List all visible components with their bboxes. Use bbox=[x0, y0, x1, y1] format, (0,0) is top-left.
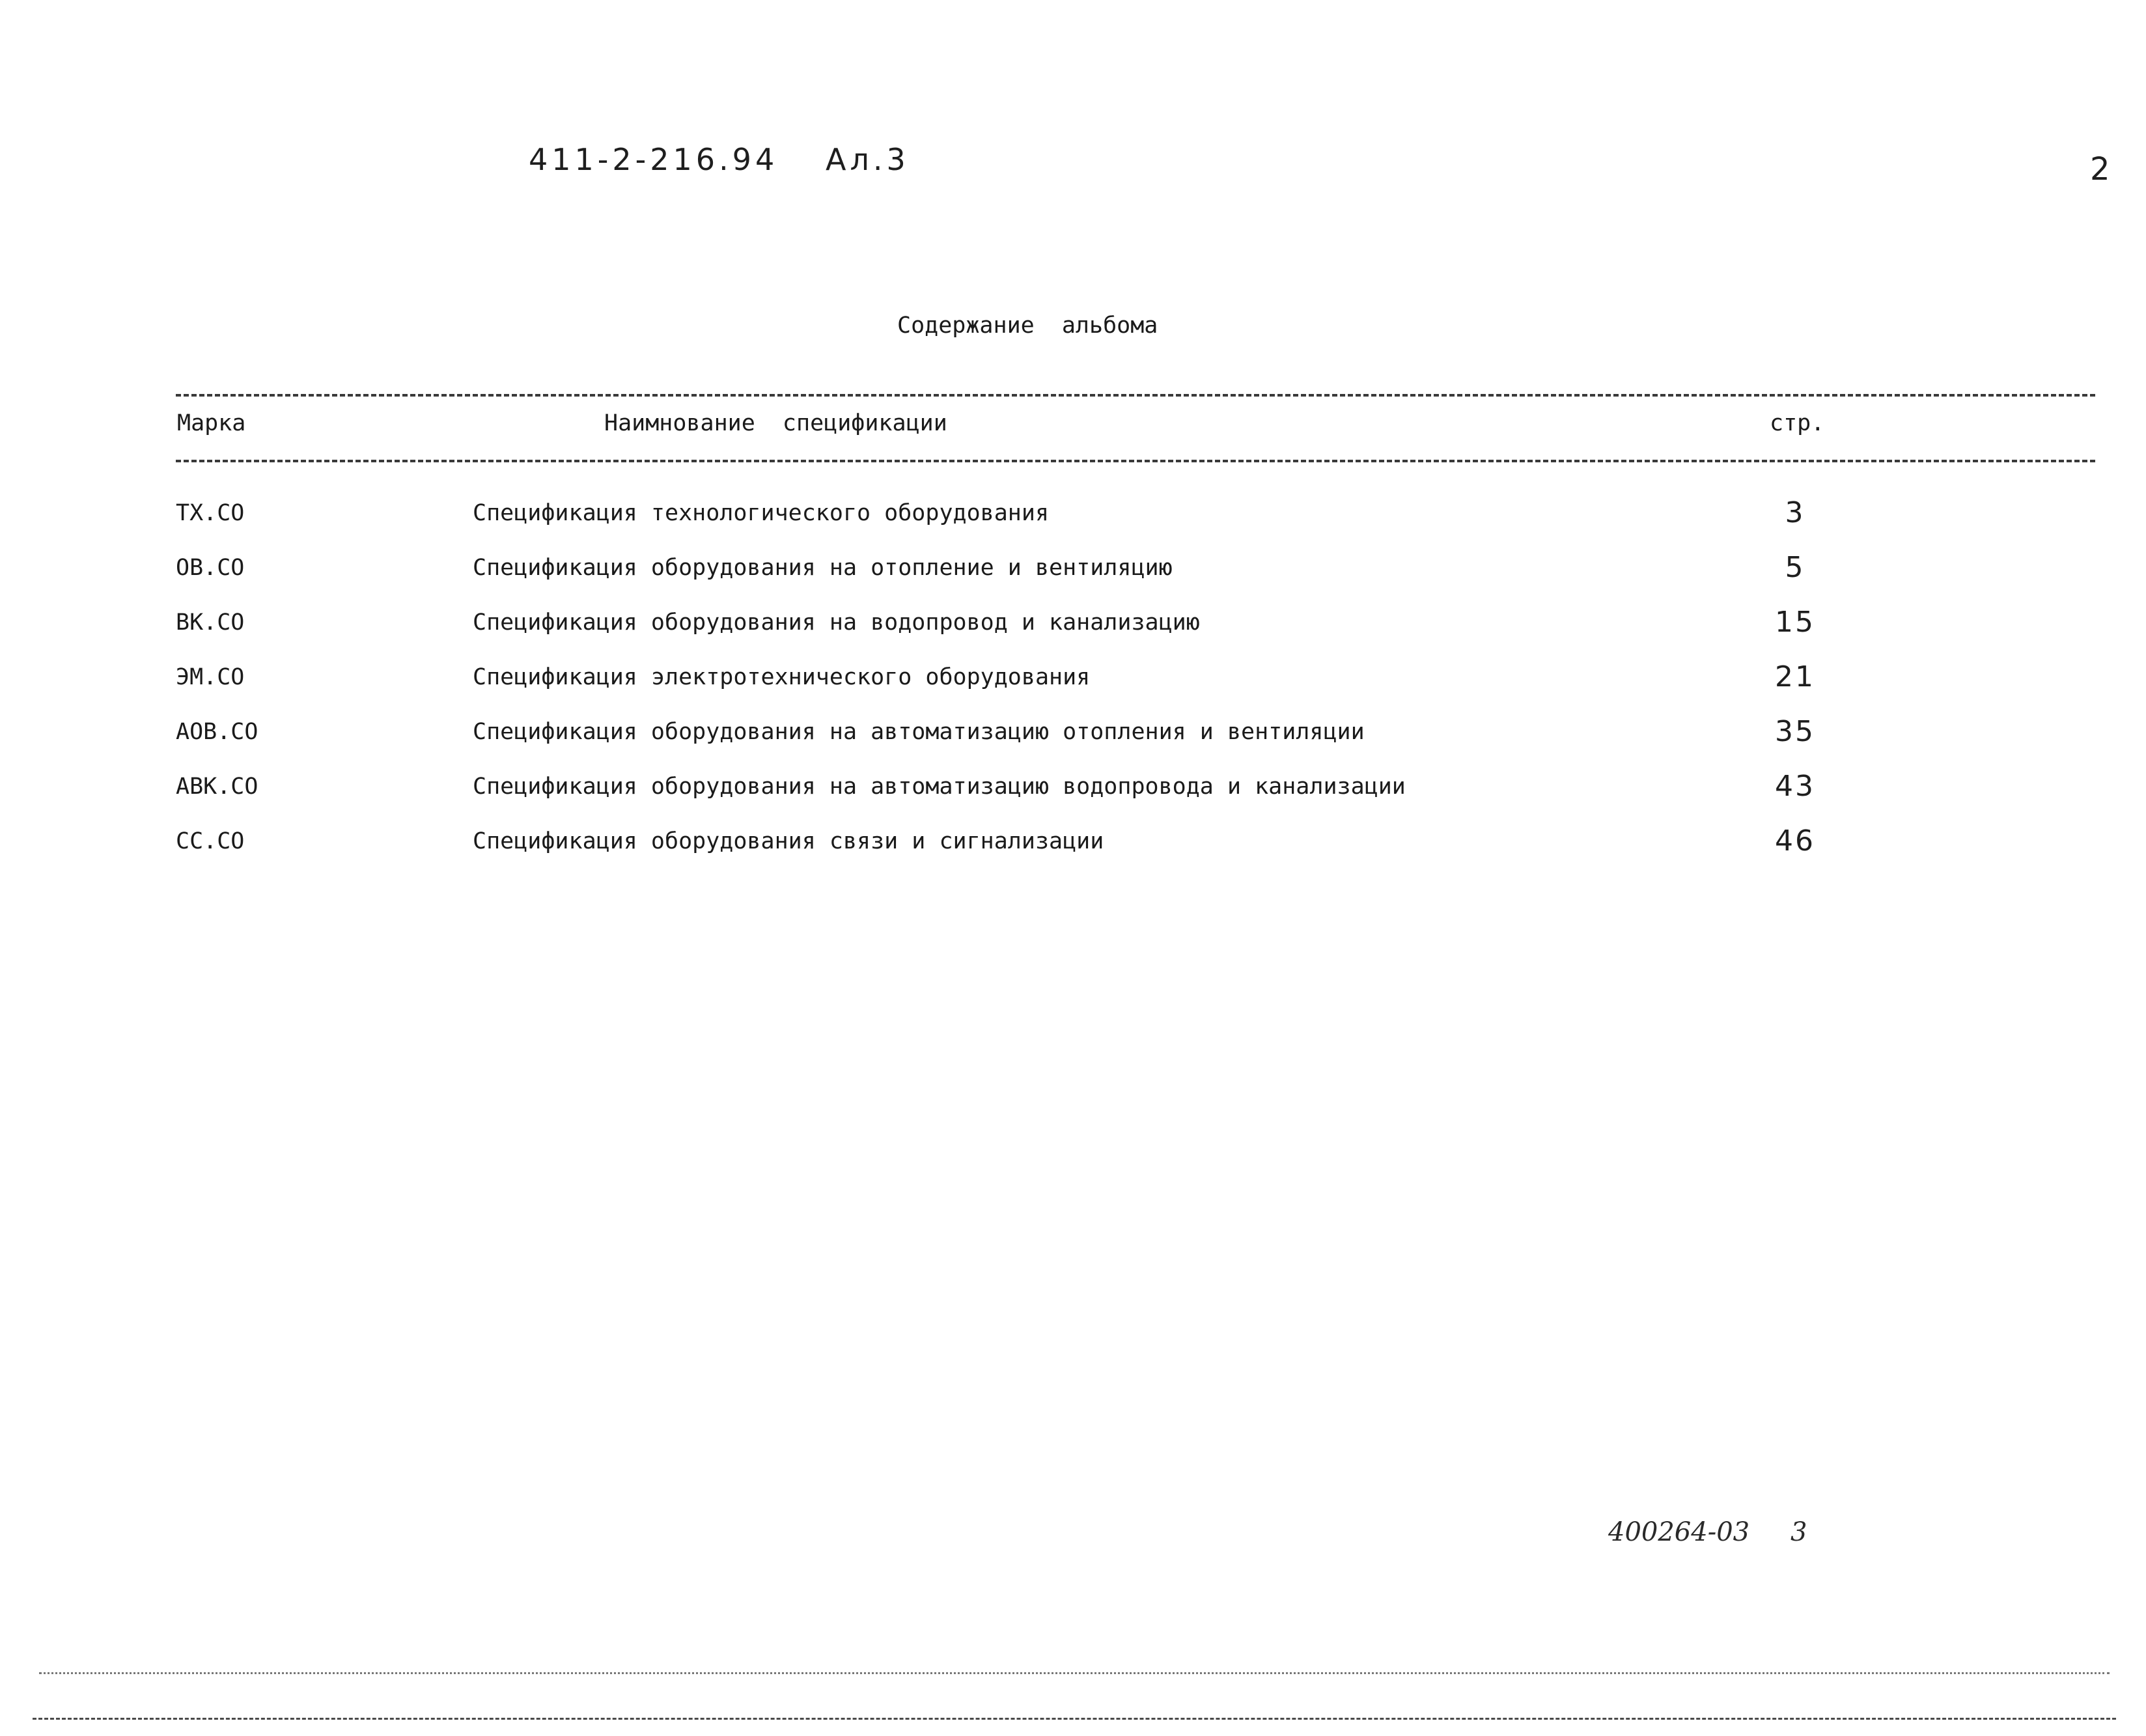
album-label: Ал.3 bbox=[826, 142, 910, 177]
row-page: 3 bbox=[1785, 496, 1805, 529]
row-mark: ТХ.СО bbox=[176, 500, 245, 526]
row-page: 43 bbox=[1775, 770, 1815, 803]
table-row bbox=[0, 770, 2146, 813]
row-page: 35 bbox=[1775, 715, 1815, 748]
column-header-name: Наимнование спецификации bbox=[604, 410, 947, 436]
document-code: 411-2-216.94 bbox=[529, 142, 779, 177]
table-row bbox=[0, 715, 2146, 758]
row-page: 5 bbox=[1785, 551, 1805, 584]
inventory-sheet: 3 bbox=[1791, 1517, 1807, 1547]
row-mark: ВК.СО bbox=[176, 609, 245, 636]
table-top-rule bbox=[176, 394, 2095, 397]
row-name: Спецификация электротехнического оборудования bbox=[473, 664, 1091, 690]
column-header-mark: Марка bbox=[177, 410, 246, 436]
column-header-page: стр. bbox=[1770, 410, 1825, 436]
row-mark: ЭМ.СО bbox=[176, 664, 245, 690]
table-row bbox=[0, 551, 2146, 594]
row-mark: ОВ.СО bbox=[176, 555, 245, 581]
table-row bbox=[0, 824, 2146, 867]
inventory-number: 400264-03 bbox=[1608, 1517, 1750, 1547]
row-name: Спецификация оборудования на водопровод и канализацию bbox=[473, 609, 1200, 636]
row-name: Спецификация оборудования на отопление и вентиляцию bbox=[473, 555, 1173, 581]
sheet-number: 2 bbox=[2090, 151, 2110, 188]
row-name: Спецификация оборудования на автоматизацию водопровода и канализации bbox=[473, 774, 1406, 800]
row-page: 46 bbox=[1775, 824, 1815, 858]
row-name: Спецификация оборудования связи и сигнализации bbox=[473, 828, 1104, 854]
scan-edge-line bbox=[39, 1672, 2110, 1674]
row-name: Спецификация оборудования на автоматизацию отопления и вентиляции bbox=[473, 719, 1365, 745]
row-page: 15 bbox=[1775, 606, 1815, 639]
row-page: 21 bbox=[1775, 660, 1815, 693]
table-row bbox=[0, 660, 2146, 703]
scan-edge-line bbox=[33, 1718, 2116, 1720]
row-mark: СС.СО bbox=[176, 828, 245, 854]
table-row bbox=[0, 496, 2146, 539]
row-mark: АВК.СО bbox=[176, 774, 258, 800]
row-name: Спецификация технологического оборудования bbox=[473, 500, 1050, 526]
table-row bbox=[0, 606, 2146, 649]
row-mark: АОВ.СО bbox=[176, 719, 258, 745]
table-header-rule bbox=[176, 460, 2095, 462]
page-title: Содержание альбома bbox=[897, 313, 1158, 339]
